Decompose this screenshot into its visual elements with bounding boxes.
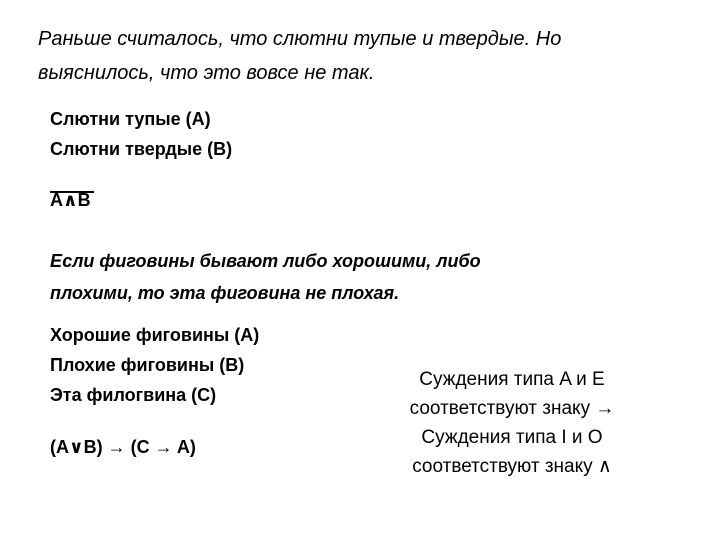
conclusion-formula: A∧B: [50, 190, 91, 210]
premise-bad: Плохие фиговины (B): [50, 355, 245, 375]
note-line-1: Суждения типа A и E: [419, 369, 605, 390]
intro-text: [38, 22, 561, 90]
example-2-text: [50, 245, 481, 309]
note-line-3: Суждения типа I и O: [421, 427, 603, 448]
example-2-line-2: плохими, то эта фиговина не плохая.: [50, 283, 400, 303]
premise-b: Слютни твердые (B): [50, 139, 233, 159]
intro-line-2: выяснилось, что это вовсе не так.: [38, 62, 375, 84]
intro-line-1: Раньше считалось, что слютни тупые и твердые. Но: [38, 28, 562, 50]
example-2-premises: [50, 320, 259, 410]
premise-this: Эта филогвина (C): [50, 385, 217, 405]
example-2-line-1: Если фиговины бывают либо хорошими, либо: [50, 251, 481, 271]
premise-good: Хорошие фиговины (A): [50, 325, 260, 345]
implication-formula: (A∨B) → (C → A): [50, 437, 196, 457]
example-1-premises: [50, 104, 232, 164]
premise-a: Слютни тупые (A): [50, 109, 211, 129]
note-line-4: соответствуют знаку ∧: [412, 456, 612, 477]
judgment-note: [362, 365, 662, 481]
note-line-2: соответствуют знаку →: [409, 398, 615, 419]
